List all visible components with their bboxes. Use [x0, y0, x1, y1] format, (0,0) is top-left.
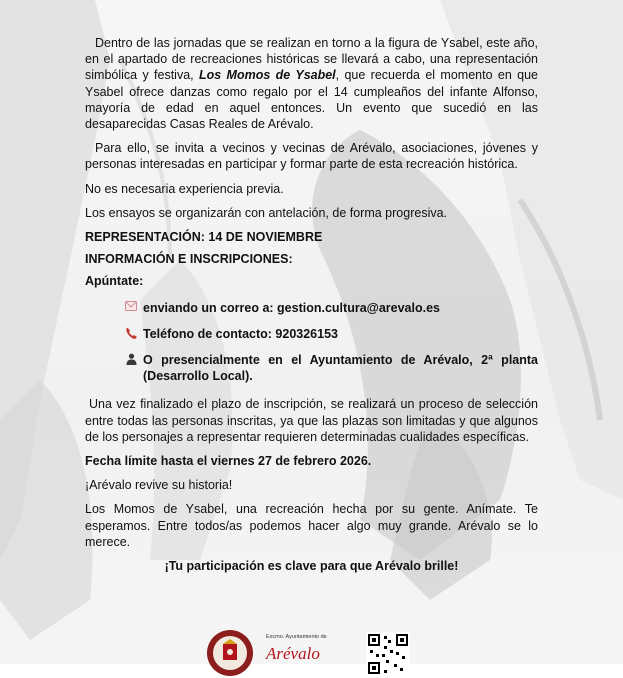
phone-icon	[123, 327, 139, 340]
org-name: Arévalo	[266, 644, 320, 663]
closing-paragraph: Los Momos de Ysabel, una recreación hecha por su gente. Anímate. Te esperamos. Entre todos/as podemos hacer algo muy grande. Arévalo se lo merece.	[85, 502, 538, 549]
representation-date: REPRESENTACIÓN: 14 DE NOVIEMBRE	[85, 230, 323, 245]
revive-line: ¡Arévalo revive su historia!	[85, 478, 233, 493]
invitation-paragraph: Para ello, se invita a vecinos y vecinas de Arévalo, asociaciones, jóvenes y personas interesadas en participar y formar parte de esta recreación histórica.	[85, 141, 538, 172]
in-person-text: O presencialmente en el Ayuntamiento de Arévalo, 2ª planta (Desarrollo Local).	[143, 353, 538, 384]
contact-in-person	[123, 352, 538, 384]
deadline: Fecha límite hasta el viernes 27 de febrero 2026.	[85, 454, 372, 469]
contact-phone	[123, 326, 538, 342]
envelope-icon	[123, 301, 139, 311]
email-text[interactable]: enviando un correo a: gestion.cultura@arevalo.es	[143, 300, 440, 315]
rehearsals-note: Los ensayos se organizarán con antelación, de forma progresiva.	[85, 205, 448, 220]
town-seal-logo	[205, 628, 255, 678]
person-icon	[123, 353, 139, 365]
signup-heading: Apúntate:	[85, 274, 144, 289]
notice-body	[85, 35, 538, 582]
phone-text: Teléfono de contacto: 920326153	[143, 326, 338, 341]
selection-paragraph: Una vez finalizado el plazo de inscripción, se realizará un proceso de selección entre todas las personas inscritas, ya que las plazas son limitadas y que algunos de los personajes a representar requieren determinadas cualidades específicas.	[85, 397, 538, 444]
footer	[0, 622, 623, 664]
experience-note: No es necesaria experiencia previa.	[85, 181, 284, 196]
intro-text-continued: , que recuerda el momento en que Ysabel ofrece danzas como regalo por el 14 cumpleaños del infante Alfonso, mayoría de edad en aquel entonces. Un evento que sucedió en las desaparecidas Casas Reales de Arévalo.	[85, 68, 538, 132]
event-name: Los Momos de Ysabel	[198, 68, 336, 83]
contact-email	[123, 300, 538, 316]
intro-paragraph	[85, 35, 538, 132]
info-heading: INFORMACIÓN E INSCRIPCIONES:	[85, 252, 293, 267]
closing-slogan: ¡Tu participación es clave para que Arévalo brille!	[164, 559, 459, 574]
qr-code	[366, 632, 410, 676]
intro-text: Dentro de las jornadas que se realizan en torno a la figura de Ysabel, este año, en el apartado de recreaciones históricas se llevará a cabo, una representación simbólica y festiva,	[85, 36, 538, 83]
org-subtitle: Excmo. Ayuntamiento de	[266, 634, 327, 640]
